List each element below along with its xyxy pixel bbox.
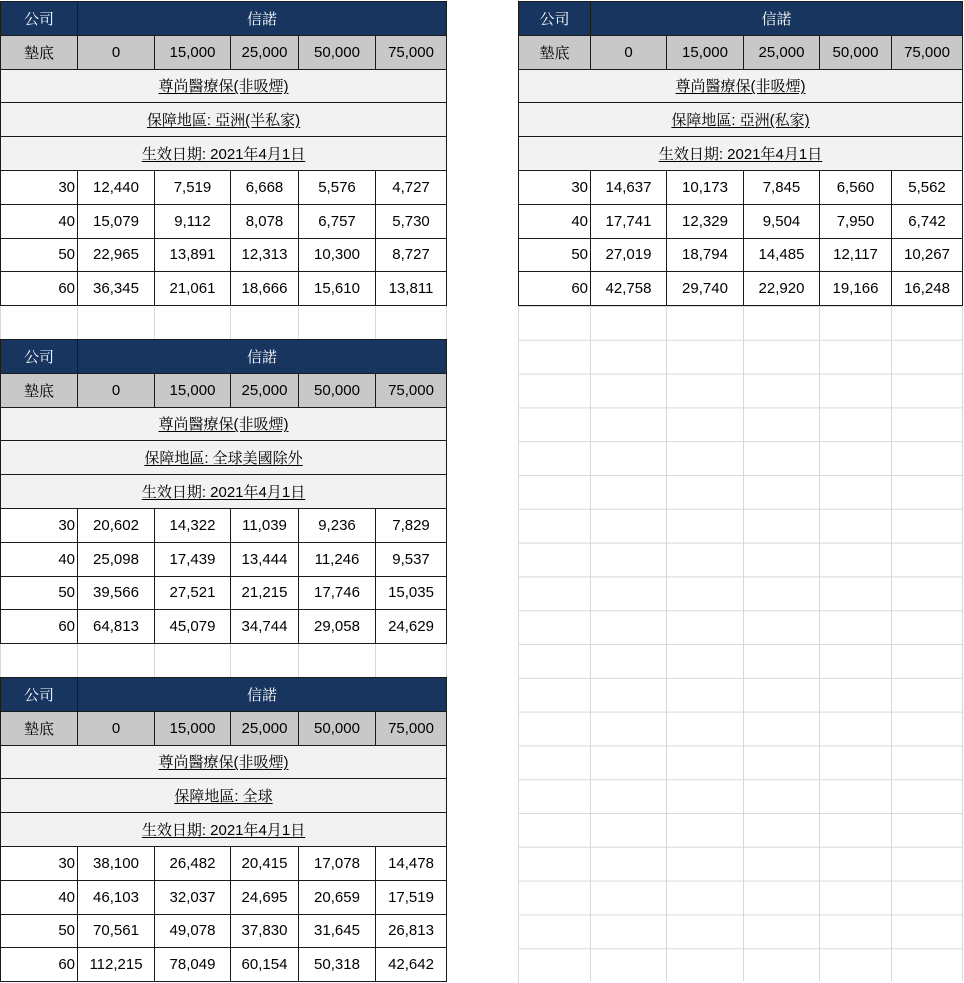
premium-cell[interactable]: 29,058 <box>299 610 376 644</box>
plan-name-cell[interactable]: 尊尚醫療保(非吸煙) <box>1 407 447 441</box>
premium-cell[interactable]: 21,061 <box>155 272 231 306</box>
premium-row <box>1 948 447 982</box>
plan-row <box>519 69 963 103</box>
premium-cell[interactable]: 7,950 <box>820 204 892 238</box>
coverage-region-cell[interactable]: 保障地區: 全球美國除外 <box>1 441 447 475</box>
deductible-row <box>1 711 447 745</box>
deductible-cell[interactable]: 50,000 <box>299 373 376 407</box>
premium-cell[interactable]: 4,727 <box>376 170 447 204</box>
deductible-cell[interactable]: 50,000 <box>299 35 376 69</box>
deductible-cell[interactable]: 15,000 <box>155 35 231 69</box>
premium-cell[interactable]: 31,645 <box>299 914 376 948</box>
deductible-cell[interactable]: 50,000 <box>820 35 892 69</box>
premium-cell[interactable]: 12,313 <box>231 238 299 272</box>
premium-cell[interactable]: 70,561 <box>78 914 155 948</box>
age-cell[interactable]: 40 <box>519 204 591 238</box>
premium-row <box>1 272 447 306</box>
premium-cell[interactable]: 12,329 <box>667 204 744 238</box>
premium-cell[interactable]: 26,813 <box>376 914 447 948</box>
premium-row <box>1 204 447 238</box>
premium-row <box>519 170 963 204</box>
premium-cell[interactable]: 112,215 <box>78 948 155 982</box>
premium-cell[interactable]: 15,610 <box>299 272 376 306</box>
premium-cell[interactable]: 7,519 <box>155 170 231 204</box>
premium-cell[interactable]: 16,248 <box>892 272 963 306</box>
coverage-region-cell[interactable]: 保障地區: 全球 <box>1 779 447 813</box>
insurer-name-cell[interactable]: 信諾 <box>78 340 447 374</box>
premium-cell[interactable]: 11,246 <box>299 542 376 576</box>
premium-table <box>0 677 447 982</box>
region-row <box>519 103 963 137</box>
premium-table <box>0 339 447 644</box>
premium-cell[interactable]: 5,562 <box>892 170 963 204</box>
premium-cell[interactable]: 12,117 <box>820 238 892 272</box>
premium-cell[interactable]: 14,637 <box>591 170 667 204</box>
plan-name-cell[interactable]: 尊尚醫療保(非吸煙) <box>519 69 963 103</box>
premium-cell[interactable]: 10,267 <box>892 238 963 272</box>
premium-cell[interactable]: 78,049 <box>155 948 231 982</box>
premium-cell[interactable]: 45,079 <box>155 610 231 644</box>
effective-date-cell[interactable]: 生效日期: 2021年4月1日 <box>1 813 447 847</box>
premium-cell[interactable]: 10,173 <box>667 170 744 204</box>
premium-cell[interactable]: 7,829 <box>376 508 447 542</box>
premium-cell[interactable]: 32,037 <box>155 880 231 914</box>
region-row <box>1 441 447 475</box>
premium-cell[interactable]: 64,813 <box>78 610 155 644</box>
company-label-cell[interactable]: 公司 <box>1 678 78 712</box>
premium-row <box>519 204 963 238</box>
plan-row <box>1 407 447 441</box>
deductible-label-cell[interactable]: 墊底 <box>1 35 78 69</box>
deductible-cell[interactable]: 75,000 <box>376 373 447 407</box>
deductible-cell[interactable]: 0 <box>78 35 155 69</box>
premium-cell[interactable]: 5,576 <box>299 170 376 204</box>
deductible-cell[interactable]: 25,000 <box>231 373 299 407</box>
premium-cell[interactable]: 17,519 <box>376 880 447 914</box>
premium-cell[interactable]: 60,154 <box>231 948 299 982</box>
premium-cell[interactable]: 12,440 <box>78 170 155 204</box>
effective-date-cell[interactable]: 生效日期: 2021年4月1日 <box>519 137 963 171</box>
premium-cell[interactable]: 14,322 <box>155 508 231 542</box>
deductible-cell[interactable]: 75,000 <box>892 35 963 69</box>
deductible-cell[interactable]: 15,000 <box>155 373 231 407</box>
effective-date-row <box>1 475 447 509</box>
premium-cell[interactable]: 20,659 <box>299 880 376 914</box>
age-cell[interactable]: 50 <box>1 238 78 272</box>
deductible-cell[interactable]: 50,000 <box>299 711 376 745</box>
deductible-cell[interactable]: 15,000 <box>667 35 744 69</box>
premium-cell[interactable]: 14,478 <box>376 846 447 880</box>
premium-cell[interactable]: 6,560 <box>820 170 892 204</box>
age-cell[interactable]: 30 <box>1 846 78 880</box>
deductible-cell[interactable]: 75,000 <box>376 711 447 745</box>
deductible-cell[interactable]: 25,000 <box>231 35 299 69</box>
age-cell[interactable]: 60 <box>1 272 78 306</box>
premium-cell[interactable]: 18,666 <box>231 272 299 306</box>
deductible-cell[interactable]: 25,000 <box>231 711 299 745</box>
premium-cell[interactable]: 37,830 <box>231 914 299 948</box>
premium-row <box>1 238 447 272</box>
premium-cell[interactable]: 19,166 <box>820 272 892 306</box>
deductible-cell[interactable]: 0 <box>78 711 155 745</box>
plan-name-cell[interactable]: 尊尚醫療保(非吸煙) <box>1 69 447 103</box>
premium-table <box>518 1 963 306</box>
premium-cell[interactable]: 17,741 <box>591 204 667 238</box>
age-cell[interactable]: 60 <box>1 610 78 644</box>
premium-cell[interactable]: 6,742 <box>892 204 963 238</box>
premium-cell[interactable]: 26,482 <box>155 846 231 880</box>
insurer-name-cell[interactable]: 信諾 <box>591 2 963 36</box>
premium-cell[interactable]: 39,566 <box>78 576 155 610</box>
effective-date-cell[interactable]: 生效日期: 2021年4月1日 <box>1 137 447 171</box>
deductible-label-cell[interactable]: 墊底 <box>1 373 78 407</box>
premium-cell[interactable]: 18,794 <box>667 238 744 272</box>
premium-cell[interactable]: 9,236 <box>299 508 376 542</box>
deductible-row <box>1 35 447 69</box>
deductible-cell[interactable]: 0 <box>591 35 667 69</box>
coverage-region-cell[interactable]: 保障地區: 亞洲(私家) <box>519 103 963 137</box>
premium-cell[interactable]: 9,112 <box>155 204 231 238</box>
age-cell[interactable]: 60 <box>519 272 591 306</box>
company-label-cell[interactable]: 公司 <box>1 2 78 36</box>
age-cell[interactable]: 60 <box>1 948 78 982</box>
premium-row <box>1 508 447 542</box>
premium-cell[interactable]: 27,521 <box>155 576 231 610</box>
header-row <box>1 340 447 374</box>
premium-cell[interactable]: 5,730 <box>376 204 447 238</box>
plan-row <box>1 745 447 779</box>
premium-cell[interactable]: 38,100 <box>78 846 155 880</box>
premium-cell[interactable]: 27,019 <box>591 238 667 272</box>
premium-row <box>1 610 447 644</box>
age-cell[interactable]: 50 <box>1 576 78 610</box>
premium-row <box>519 272 963 306</box>
premium-cell[interactable]: 13,444 <box>231 542 299 576</box>
premium-cell[interactable]: 24,629 <box>376 610 447 644</box>
premium-cell[interactable]: 8,078 <box>231 204 299 238</box>
plan-row <box>1 69 447 103</box>
header-row <box>519 2 963 36</box>
premium-cell[interactable]: 24,695 <box>231 880 299 914</box>
effective-date-row <box>1 137 447 171</box>
deductible-label-cell[interactable]: 墊底 <box>1 711 78 745</box>
premium-cell[interactable]: 17,746 <box>299 576 376 610</box>
premium-cell[interactable]: 9,504 <box>744 204 820 238</box>
age-cell[interactable]: 40 <box>1 880 78 914</box>
premium-row <box>1 576 447 610</box>
deductible-label-cell[interactable]: 墊底 <box>519 35 591 69</box>
premium-cell[interactable]: 10,300 <box>299 238 376 272</box>
age-cell[interactable]: 50 <box>1 914 78 948</box>
premium-cell[interactable]: 15,035 <box>376 576 447 610</box>
premium-cell[interactable]: 42,758 <box>591 272 667 306</box>
region-row <box>1 103 447 137</box>
effective-date-row <box>519 137 963 171</box>
premium-cell[interactable]: 25,098 <box>78 542 155 576</box>
premium-cell[interactable]: 22,965 <box>78 238 155 272</box>
deductible-row <box>1 373 447 407</box>
coverage-region-cell[interactable]: 保障地區: 亞洲(半私家) <box>1 103 447 137</box>
premium-row <box>1 170 447 204</box>
premium-cell[interactable]: 22,920 <box>744 272 820 306</box>
premium-cell[interactable]: 14,485 <box>744 238 820 272</box>
premium-cell[interactable]: 6,668 <box>231 170 299 204</box>
header-row <box>1 678 447 712</box>
premium-row <box>519 238 963 272</box>
premium-cell[interactable]: 29,740 <box>667 272 744 306</box>
company-label-cell[interactable]: 公司 <box>519 2 591 36</box>
premium-cell[interactable]: 49,078 <box>155 914 231 948</box>
premium-cell[interactable]: 34,744 <box>231 610 299 644</box>
premium-cell[interactable]: 11,039 <box>231 508 299 542</box>
premium-cell[interactable]: 17,078 <box>299 846 376 880</box>
region-row <box>1 779 447 813</box>
effective-date-row <box>1 813 447 847</box>
premium-row <box>1 914 447 948</box>
insurer-name-cell[interactable]: 信諾 <box>78 2 447 36</box>
premium-cell[interactable]: 9,537 <box>376 542 447 576</box>
insurer-name-cell[interactable]: 信諾 <box>78 678 447 712</box>
age-cell[interactable]: 30 <box>1 170 78 204</box>
premium-cell[interactable]: 20,415 <box>231 846 299 880</box>
premium-cell[interactable]: 6,757 <box>299 204 376 238</box>
deductible-cell[interactable]: 15,000 <box>155 711 231 745</box>
premium-cell[interactable]: 7,845 <box>744 170 820 204</box>
deductible-cell[interactable]: 25,000 <box>744 35 820 69</box>
premium-cell[interactable]: 13,811 <box>376 272 447 306</box>
deductible-row <box>519 35 963 69</box>
premium-cell[interactable]: 21,215 <box>231 576 299 610</box>
header-row <box>1 2 447 36</box>
premium-cell[interactable]: 8,727 <box>376 238 447 272</box>
deductible-cell[interactable]: 0 <box>78 373 155 407</box>
premium-cell[interactable]: 20,602 <box>78 508 155 542</box>
age-cell[interactable]: 40 <box>1 542 78 576</box>
premium-cell[interactable]: 50,318 <box>299 948 376 982</box>
age-cell[interactable]: 40 <box>1 204 78 238</box>
premium-row <box>1 880 447 914</box>
age-cell[interactable]: 50 <box>519 238 591 272</box>
plan-name-cell[interactable]: 尊尚醫療保(非吸煙) <box>1 745 447 779</box>
premium-cell[interactable]: 13,891 <box>155 238 231 272</box>
deductible-cell[interactable]: 75,000 <box>376 35 447 69</box>
premium-cell[interactable]: 42,642 <box>376 948 447 982</box>
premium-cell[interactable]: 46,103 <box>78 880 155 914</box>
premium-row <box>1 542 447 576</box>
premium-cell[interactable]: 36,345 <box>78 272 155 306</box>
premium-cell[interactable]: 17,439 <box>155 542 231 576</box>
effective-date-cell[interactable]: 生效日期: 2021年4月1日 <box>1 475 447 509</box>
age-cell[interactable]: 30 <box>519 170 591 204</box>
premium-cell[interactable]: 15,079 <box>78 204 155 238</box>
age-cell[interactable]: 30 <box>1 508 78 542</box>
premium-table <box>0 1 447 306</box>
premium-row <box>1 846 447 880</box>
company-label-cell[interactable]: 公司 <box>1 340 78 374</box>
